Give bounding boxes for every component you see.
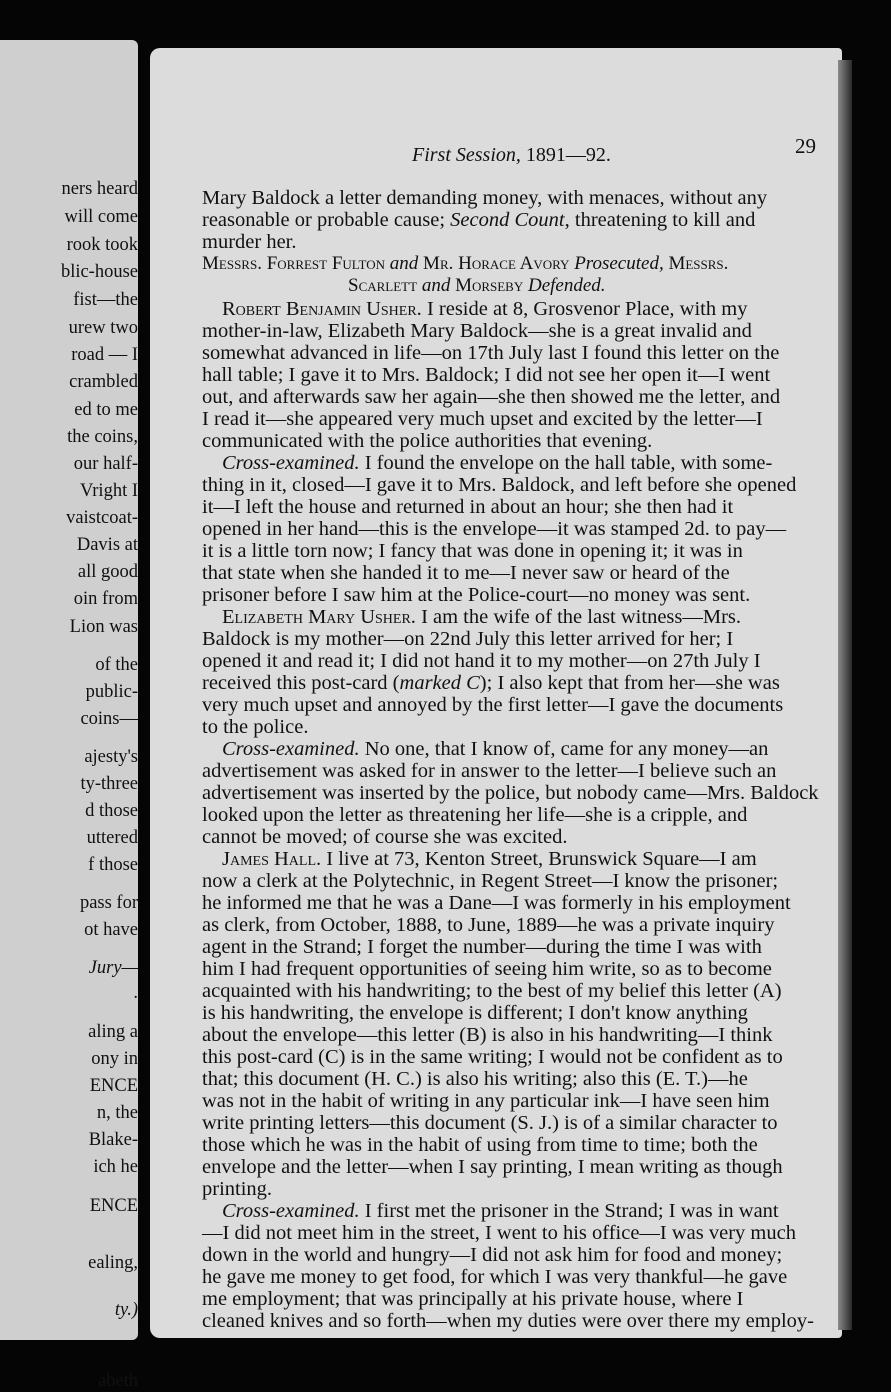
text-line: murder her. (202, 231, 297, 253)
left-line: Davis at (76, 535, 138, 555)
left-line: abeth (97, 1371, 138, 1391)
text-line: me employment; that was principally at his private house, where I (202, 1288, 744, 1310)
text-line: opened it and read it; I did not hand it to my mother—on 27th July I (202, 650, 761, 672)
left-line: fist—the (73, 290, 138, 310)
counsel-line: Scarlett and Morseby Defended. (348, 275, 606, 296)
text-line: it—I left the house and returned in about an hour; she then had it (202, 496, 734, 518)
text-line: thing in it, closed—I gave it to Mrs. Baldock, and left before she opened (202, 474, 797, 496)
text-line: —I did not meet him in the street, I went to his office—I was very much (202, 1222, 796, 1244)
text-line: mother-in-law, Elizabeth Mary Baldock—she is a great invalid and (202, 320, 752, 342)
text-line: Cross-examined. I found the envelope on the hall table, with some- (222, 452, 773, 474)
text-line: cannot be moved; of course she was excited. (202, 826, 568, 848)
text-line: advertisement was asked for in answer to the letter—I believe such an (202, 760, 777, 782)
text-line: about the envelope—this letter (B) is also in his handwriting—I think (202, 1024, 773, 1046)
left-line: ed to me (74, 400, 138, 420)
text-line: is his handwriting, the envelope is different; I don't know anything (202, 1002, 748, 1024)
witness-name: James Hall. (222, 848, 322, 870)
left-line: the coins, (67, 427, 138, 447)
left-line: . (133, 983, 138, 1003)
session-years: 1891—92. (525, 144, 611, 166)
left-line: of the (95, 655, 138, 675)
text-line: he informed me that he was a Dane—I was formerly in his employment (202, 892, 791, 914)
text-line: this post-card (C) is in the same writing; I would not be confident as to (202, 1046, 783, 1068)
left-line: public- (85, 682, 138, 702)
left-line: ealing, (88, 1253, 138, 1273)
left-line: ners heard (61, 179, 138, 199)
left-line: ENCE (89, 1196, 138, 1216)
left-line: ajesty's (84, 747, 138, 767)
left-line: Jury— (88, 958, 138, 978)
left-line: blic-house (60, 262, 138, 282)
text-line: very much upset and annoyed by the first letter—I gave the documents (202, 694, 784, 716)
left-line: pass for (79, 893, 138, 913)
text-line: he gave me money to get food, for which I was very thankful—he gave (202, 1266, 788, 1288)
text-line: acquainted with his handwriting; to the best of my belief this letter (A) (202, 980, 782, 1002)
counsel-line: Messrs. Forrest Fulton and Mr. Horace Avory Prosecuted, Messrs. (202, 253, 729, 274)
text-line: to the police. (202, 716, 309, 738)
text-line: envelope and the letter—when I say printing, I mean writing as though (202, 1156, 783, 1178)
left-page (0, 40, 138, 1391)
text-line: received this post-card (marked C); I also kept that from her—she was (202, 672, 780, 694)
text-line: now a clerk at the Polytechnic, in Regent Street—I know the prisoner; (202, 870, 779, 892)
left-line: will come (64, 207, 138, 227)
text-line: reasonable or probable cause; Second Count, threatening to kill and (202, 209, 756, 231)
left-line: road — I (71, 345, 138, 365)
left-line: vaistcoat- (66, 508, 138, 528)
text-line: I read it—she appeared very much upset and excited by the letter—I (202, 408, 763, 430)
left-line: all good (77, 562, 138, 582)
left-line: ty.) (114, 1300, 138, 1320)
left-line: ony in (91, 1049, 138, 1069)
left-line: n, the (96, 1103, 138, 1123)
text-line: was not in the habit of writing in any particular ink—I have seen him (202, 1090, 770, 1112)
text-line: printing. (202, 1178, 273, 1200)
page-edge (838, 60, 852, 1330)
text-line: Mary Baldock a letter demanding money, with menaces, without any (202, 187, 768, 209)
left-line: Vright I (80, 481, 138, 501)
witness-name: Elizabeth Mary Usher. (222, 606, 416, 628)
text-line: somewhat advanced in life—on 17th July last I found this letter on the (202, 342, 780, 364)
left-line: ot have (84, 920, 138, 940)
left-line: coins— (80, 709, 138, 729)
text-line: looked upon the letter as threatening her life—she is a cripple, and (202, 804, 748, 826)
left-line: oin from (73, 589, 138, 609)
text-line: opened in her hand—this is the envelope—it was stamped 2d. to pay— (202, 518, 787, 540)
witness-line: Robert Benjamin Usher. I reside at 8, Grosvenor Place, with my (222, 298, 748, 320)
left-line: Blake- (88, 1130, 138, 1150)
text-line: advertisement was inserted by the police, but nobody came—Mrs. Baldock (202, 782, 819, 804)
left-line: f those (88, 855, 138, 875)
witness-line: James Hall. I live at 73, Kenton Street, Brunswick Square—I am (222, 848, 757, 870)
left-line: rook took (66, 235, 138, 255)
text-line: him I had frequent opportunities of seeing him write, so as to become (202, 958, 772, 980)
text-line: Baldock is my mother—on 22nd July this letter arrived for her; I (202, 628, 734, 650)
left-line: uttered (86, 828, 138, 848)
text-line: hall table; I gave it to Mrs. Baldock; I did not see her open it—I went (202, 364, 771, 386)
text-line: communicated with the police authorities that evening. (202, 430, 653, 452)
text-line: Cross-examined. I first met the prisoner in the Strand; I was in want (222, 1200, 779, 1222)
text-line: agent in the Strand; I forget the number—during the time I was with (202, 936, 762, 958)
left-line: crambled (69, 372, 138, 392)
left-line: Lion was (69, 617, 138, 637)
text-line: cleaned knives and so forth—when my duties were over there my employ- (202, 1310, 814, 1332)
left-line: d those (85, 801, 138, 821)
text-line: those which he was in the habit of using from time to time; both the (202, 1134, 758, 1156)
text-line: that state when she handed it to me—I never saw or heard of the (202, 562, 730, 584)
text-line: out, and afterwards saw her again—she then showed me the letter, and (202, 386, 781, 408)
left-line: urew two (68, 318, 138, 338)
running-head (150, 134, 842, 170)
left-line: our half- (73, 454, 138, 474)
text-line: prisoner before I saw him at the Police-court—no money was sent. (202, 584, 751, 606)
left-line: ich he (93, 1157, 138, 1177)
witness-line: Elizabeth Mary Usher. I am the wife of the last witness—Mrs. (222, 606, 742, 628)
text-line: write printing letters—this document (S. J.) is of a similar character to (202, 1112, 778, 1134)
text-line: down in the world and hungry—I did not ask him for food and money; (202, 1244, 783, 1266)
text-line: as clerk, from October, 1888, to June, 1889—he was a private inquiry (202, 914, 775, 936)
left-line: ty-three (80, 774, 138, 794)
session-title (412, 144, 611, 167)
left-line: aling a (88, 1022, 138, 1042)
page-number: 29 (795, 134, 816, 158)
text-line: that; this document (H. C.) is also his writing; also this (E. T.)—he (202, 1068, 748, 1090)
left-line: ENCE (89, 1076, 138, 1096)
text-line: Cross-examined. No one, that I know of, came for any money—an (222, 738, 769, 760)
text-line: it is a little torn now; I fancy that was done in opening it; it was in (202, 540, 743, 562)
session-label: First Session, (412, 144, 521, 166)
witness-name: Robert Benjamin Usher. (222, 298, 422, 320)
